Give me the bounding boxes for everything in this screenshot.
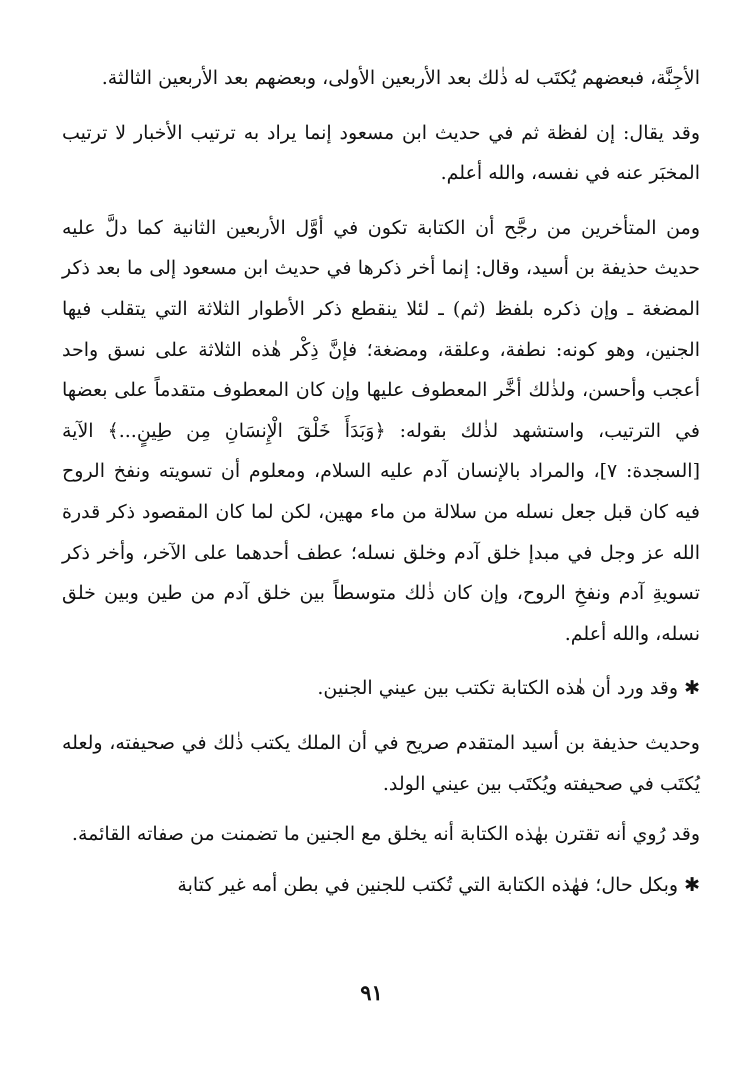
paragraph-6: وقد رُوي أنه تقترن بهٰذه الكتابة أنه يخلق مع الجنين ما تضمنت من صفاته القائمة. [71, 823, 700, 846]
paragraph-4 [62, 668, 700, 709]
bullet-star-icon: ✱ [684, 677, 700, 700]
page-number: ٩١ [360, 980, 383, 1005]
paragraph-3: ومن المتأخرين من رجَّح أن الكتابة تكون في أوَّل الأربعين الثانية كما دلَّ عليه حديث حذيفة بن أسيد، وقال: إنما أخر ذكرها في حديث ابن مسعود إلى ما بعد ذكر المضغة ـ وإن ذكره بلفظ (ثم) ـ لئلا ينقطع ذكر الأطوار الثلاثة التي يتقلب فيها الجنين، وهو كونه: نطفة، وعلقة، ومضغة؛ فإنَّ ذِكْر هٰذه الثلاثة على نسق واحد أعجب وأحسن، ولذٰلك أخَّر المعطوف عليها وإن كان المعطوف متقدماً على بعضها في الترتيب، واستشهد لذٰلك بقوله: ﴿وَبَدَأَ خَلْقَ الْإِنسَانِ مِن طِينٍ...﴾ الآية [السجدة: ٧]، والمراد بالإنسان آدم عليه السلام، ومعلوم أن تسويته ونفخ الروح فيه كان قبل جعل نسله من سلالة من ماء مهين، لكن لما كان المقصود ذكر قدرة الله عز وجل في مبدإ خلق آدم وخلق نسله؛ عطف أحدهما على الآخر، وأخر ذكر تسويةِ آدم ونفخِ الروح، وإن كان ذٰلك متوسطاً بين خلق آدم من طين وبين خلق نسله، والله أعلم. [62, 216, 700, 645]
body-text [62, 58, 700, 905]
paragraph-5: وحديث حذيفة بن أسيد المتقدم صريح في أن الملك يكتب ذٰلك في صحيفته، ولعله يُكتَب في صحيفته ويُكتَب بين عيني الولد. [62, 731, 700, 795]
paragraph-7 [62, 865, 700, 906]
paragraph-4-text: وقد ورد أن هٰذه الكتابة تكتب بين عيني الجنين. [317, 677, 679, 700]
paragraph-1: الأجِنَّة، فبعضهم يُكتَب له ذٰلك بعد الأربعين الأولى، وبعضهم بعد الأربعين الثالثة. [101, 67, 700, 89]
bullet-star-icon: ✱ [684, 873, 700, 896]
paragraph-7-text: وبكل حال؛ فهٰذه الكتابة التي تُكتب للجنين في بطن أمه غير كتابة [177, 873, 679, 896]
paragraph-2: وقد يقال: إن لفظة ثم في حديث ابن مسعود إنما يراد به ترتيب الأخبار لا ترتيب المخبَر عنه في نفسه، والله أعلم. [62, 121, 700, 185]
